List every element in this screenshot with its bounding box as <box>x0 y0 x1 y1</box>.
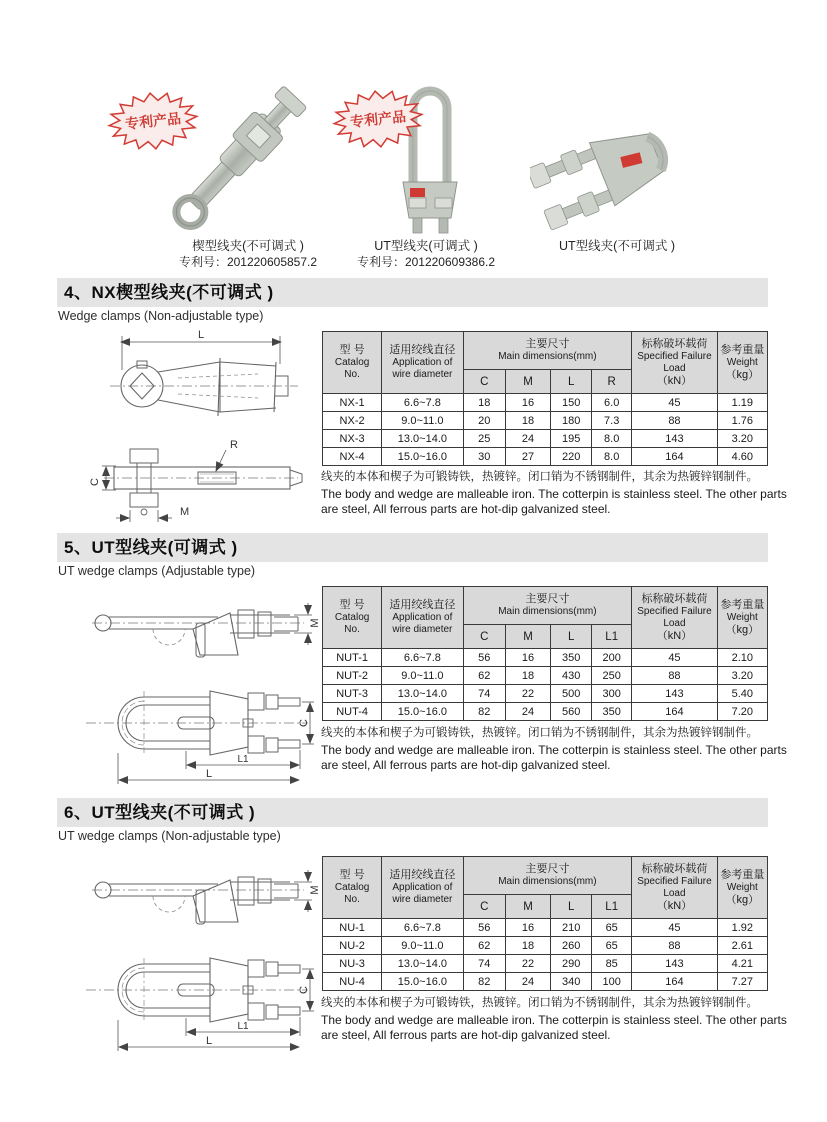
cell: 56 <box>463 649 505 667</box>
patent-badge-label: 专利产品 <box>124 110 182 132</box>
cell: 300 <box>592 685 632 703</box>
dimension-label-M: M <box>309 885 320 895</box>
cell: 27 <box>505 448 550 466</box>
section-title-nx-wedge-clamps: 4、NX楔型线夹(不可调式 ) <box>57 278 768 307</box>
cell: 6.6~7.8 <box>382 919 463 937</box>
cell: 16 <box>505 394 550 412</box>
cell: 100 <box>592 973 632 991</box>
cell: 500 <box>551 685 592 703</box>
cell: 143 <box>632 955 717 973</box>
cell: NX-2 <box>323 412 382 430</box>
cell: 7.27 <box>717 973 767 991</box>
material-note <box>321 470 807 517</box>
cell: 45 <box>632 919 717 937</box>
col-header-weight: 参考重量 Weight （kg） <box>717 332 767 394</box>
cell: 13.0~14.0 <box>382 430 463 448</box>
col-header-weight: 参考重量 Weight （kg） <box>717 857 767 919</box>
cell: 8.0 <box>592 448 632 466</box>
product-photo-ut-nonadjustable <box>530 85 740 240</box>
table-row <box>323 394 768 412</box>
cell: 6.6~7.8 <box>382 649 463 667</box>
cell: NUT-4 <box>323 703 382 721</box>
cell: 88 <box>632 667 717 685</box>
section-title-ut-adjustable: 5、UT型线夹(可调式 ) <box>57 533 768 562</box>
dim-col-L1: L1 <box>592 895 632 919</box>
cell: 2.10 <box>717 649 767 667</box>
col-header-load: 标称破坏载荷 Specified Failure Load （kN） <box>632 857 717 919</box>
cell: 24 <box>505 430 550 448</box>
col-header-dimensions: 主要尺寸 Main dimensions(mm) <box>463 332 632 370</box>
cell: 65 <box>592 937 632 955</box>
cell: 24 <box>505 973 550 991</box>
cell: 88 <box>632 412 717 430</box>
cell: 30 <box>463 448 505 466</box>
dimension-label-M: M <box>180 506 190 518</box>
patent-badge-icon <box>105 90 201 152</box>
cell: 350 <box>592 703 632 721</box>
dim-col-L: L <box>551 370 592 394</box>
patent-badge-label: 专利产品 <box>349 108 407 130</box>
cell: 82 <box>463 973 505 991</box>
cell: 15.0~16.0 <box>382 703 463 721</box>
section-title-ut-nonadjustable: 6、UT型线夹(不可调式 ) <box>57 798 768 827</box>
cell: 143 <box>632 430 717 448</box>
patent-badge-icon <box>330 88 426 150</box>
dim-col-C: C <box>463 895 505 919</box>
table-row <box>323 919 768 937</box>
cell: NX-3 <box>323 430 382 448</box>
cell: 24 <box>505 703 550 721</box>
cell: 82 <box>463 703 505 721</box>
cell: 180 <box>551 412 592 430</box>
table-row <box>323 703 768 721</box>
ut-nonadjustable-photo <box>530 85 740 240</box>
product-caption <box>148 238 348 270</box>
cell: 88 <box>632 937 717 955</box>
dimension-label-L: L <box>197 329 205 341</box>
cell: NU-2 <box>323 937 382 955</box>
product-caption <box>517 238 717 254</box>
col-header-weight: 参考重量 Weight （kg） <box>717 587 767 649</box>
table-row <box>323 955 768 973</box>
col-header-load: 标称破坏载荷 Specified Failure Load （kN） <box>632 587 717 649</box>
cell: NUT-1 <box>323 649 382 667</box>
col-header-load: 标称破坏载荷 Specified Failure Load （kN） <box>632 332 717 394</box>
cell: 2.61 <box>717 937 767 955</box>
col-header-diameter: 适用绞线直径 Application of wire diameter <box>382 587 463 649</box>
table-row <box>323 667 768 685</box>
cell: 9.0~11.0 <box>382 412 463 430</box>
cell: 164 <box>632 703 717 721</box>
cell: 7.20 <box>717 703 767 721</box>
col-header-diameter: 适用绞线直径 Application of wire diameter <box>382 332 463 394</box>
cell: 16 <box>505 919 550 937</box>
cell: 56 <box>463 919 505 937</box>
cell: 18 <box>505 667 550 685</box>
cell: 15.0~16.0 <box>382 973 463 991</box>
cell: 430 <box>551 667 592 685</box>
cell: 6.0 <box>592 394 632 412</box>
cell: 4.60 <box>717 448 767 466</box>
material-note-en: The body and wedge are malleable iron. The cotterpin is stainless steel. The other parts are steel, All ferrous parts are hot-dip galvanized steel. <box>321 487 787 516</box>
cell: 85 <box>592 955 632 973</box>
cell: 13.0~14.0 <box>382 685 463 703</box>
dimension-label-L: L <box>205 1035 213 1047</box>
col-header-diameter: 适用绞线直径 Application of wire diameter <box>382 857 463 919</box>
cell: 7.3 <box>592 412 632 430</box>
nx-spec-table <box>322 331 768 466</box>
dimension-label-R: R <box>230 439 238 451</box>
material-note-zh: 线夹的本体和楔子为可锻铸铁，热镀锌。闭口销为不锈钢制件，其余为热镀锌钢制件。 <box>321 727 758 739</box>
cell: NX-1 <box>323 394 382 412</box>
dimension-label-C: C <box>298 719 310 727</box>
dim-col-M: M <box>505 895 550 919</box>
cell: 200 <box>592 649 632 667</box>
cell: NX-4 <box>323 448 382 466</box>
cell: 74 <box>463 685 505 703</box>
cell: 62 <box>463 937 505 955</box>
dim-col-L: L <box>551 625 592 649</box>
material-note-zh: 线夹的本体和楔子为可锻铸铁，热镀锌。闭口销为不锈钢制件，其余为热镀锌钢制件。 <box>321 997 758 1009</box>
cell: 22 <box>505 685 550 703</box>
cell: 340 <box>551 973 592 991</box>
cell: 1.92 <box>717 919 767 937</box>
cell: 164 <box>632 973 717 991</box>
dim-col-R: R <box>592 370 632 394</box>
cell: 15.0~16.0 <box>382 448 463 466</box>
cell: 8.0 <box>592 430 632 448</box>
product-name: UT型线夹(不可调式 ) <box>559 239 675 253</box>
cell: 18 <box>463 394 505 412</box>
cell: 74 <box>463 955 505 973</box>
col-header-catalog: 型 号 Catalog No. <box>323 332 382 394</box>
cell: 22 <box>505 955 550 973</box>
product-patent-number: 专利号：201220605857.2 <box>178 255 318 269</box>
table-row <box>323 412 768 430</box>
dimension-label-L: L <box>205 768 213 780</box>
dim-col-L1: L1 <box>592 625 632 649</box>
nut-spec-table <box>322 586 768 721</box>
cell: 143 <box>632 685 717 703</box>
table-row <box>323 448 768 466</box>
product-photo-wedge-clamp <box>120 70 340 235</box>
dimension-label-C: C <box>298 986 310 994</box>
cell: 18 <box>505 937 550 955</box>
section-subtitle: Wedge clamps (Non-adjustable type) <box>58 309 264 323</box>
table-row <box>323 685 768 703</box>
dim-col-M: M <box>505 370 550 394</box>
product-name: 楔型线夹(不可调式 ) <box>192 239 304 253</box>
cell: 150 <box>551 394 592 412</box>
section-subtitle: UT wedge clamps (Adjustable type) <box>58 564 256 578</box>
cell: 3.20 <box>717 667 767 685</box>
cell: 260 <box>551 937 592 955</box>
cell: 560 <box>551 703 592 721</box>
nx-technical-drawing <box>58 328 320 531</box>
dimension-label-C: C <box>89 478 101 486</box>
cell: NU-3 <box>323 955 382 973</box>
cell: 250 <box>592 667 632 685</box>
cell: NU-4 <box>323 973 382 991</box>
product-caption <box>326 238 526 270</box>
cell: 210 <box>551 919 592 937</box>
cell: 3.20 <box>717 430 767 448</box>
cell: NUT-3 <box>323 685 382 703</box>
cell: 9.0~11.0 <box>382 937 463 955</box>
section-subtitle: UT wedge clamps (Non-adjustable type) <box>58 829 281 843</box>
material-note-en: The body and wedge are malleable iron. The cotterpin is stainless steel. The other parts are steel, All ferrous parts are hot-dip galvanized steel. <box>321 743 787 772</box>
table-row <box>323 649 768 667</box>
cell: 290 <box>551 955 592 973</box>
ut-technical-drawing <box>58 850 320 1060</box>
col-header-catalog: 型 号 Catalog No. <box>323 587 382 649</box>
product-photo-ut-adjustable <box>349 70 495 235</box>
dim-col-M: M <box>505 625 550 649</box>
cell: 220 <box>551 448 592 466</box>
material-note <box>321 726 807 773</box>
cell: 6.6~7.8 <box>382 394 463 412</box>
dimension-label-L1: L1 <box>237 754 249 765</box>
table-row <box>323 430 768 448</box>
cell: 4.21 <box>717 955 767 973</box>
dim-col-L: L <box>551 895 592 919</box>
cell: 20 <box>463 412 505 430</box>
dim-col-C: C <box>463 625 505 649</box>
col-header-dimensions: 主要尺寸 Main dimensions(mm) <box>463 587 632 625</box>
product-patent-number: 专利号：201220609386.2 <box>356 255 496 269</box>
cell: 164 <box>632 448 717 466</box>
cell: 9.0~11.0 <box>382 667 463 685</box>
col-header-catalog: 型 号 Catalog No. <box>323 857 382 919</box>
nu-spec-table <box>322 856 768 991</box>
cell: 45 <box>632 649 717 667</box>
cell: 18 <box>505 412 550 430</box>
cell: 25 <box>463 430 505 448</box>
cell: 5.40 <box>717 685 767 703</box>
dimension-label-L1: L1 <box>237 1021 249 1032</box>
product-name: UT型线夹(可调式 ) <box>374 239 478 253</box>
cell: NUT-2 <box>323 667 382 685</box>
cell: 1.76 <box>717 412 767 430</box>
cell: 62 <box>463 667 505 685</box>
dimension-label-M: M <box>309 618 320 628</box>
col-header-dimensions: 主要尺寸 Main dimensions(mm) <box>463 857 632 895</box>
cell: 1.19 <box>717 394 767 412</box>
material-note-zh: 线夹的本体和楔子为可锻铸铁，热镀锌。闭口销为不锈钢制件，其余为热镀锌钢制件。 <box>321 471 758 483</box>
cell: 65 <box>592 919 632 937</box>
table-row <box>323 937 768 955</box>
cell: 195 <box>551 430 592 448</box>
cell: 16 <box>505 649 550 667</box>
dim-col-C: C <box>463 370 505 394</box>
cell: 13.0~14.0 <box>382 955 463 973</box>
material-note-en: The body and wedge are malleable iron. The cotterpin is stainless steel. The other parts are steel, All ferrous parts are hot-dip galvanized steel. <box>321 1013 787 1042</box>
ut-technical-drawing <box>58 583 320 793</box>
cell: NU-1 <box>323 919 382 937</box>
cell: 45 <box>632 394 717 412</box>
table-row <box>323 973 768 991</box>
cell: 350 <box>551 649 592 667</box>
material-note <box>321 996 807 1043</box>
